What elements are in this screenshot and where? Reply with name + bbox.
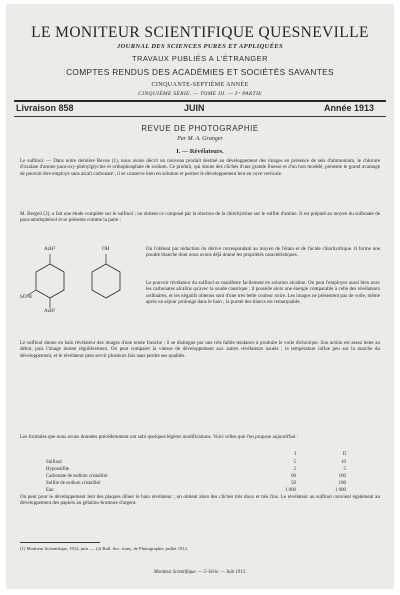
formula-label-left: SO³H bbox=[20, 294, 32, 300]
benzene-ring-diagram bbox=[20, 246, 140, 326]
formula-table bbox=[46, 452, 346, 494]
paragraph-1: Le sulfinol. — Dans notre dernière Revue (1), nous avons décrit un nouveau produit destiné au développement des images en présence de sels d'ammonium, le chlorure d'oxalate d'amine para-oxy-phénylglycine et orthophosphate de sodium. Ce produit, qui donne des clichés d'une grande finesse et d'un bon modelé, présente le grand avantage de pouvoir être employé sans alcali carbonaté ; il se conserve bien en solution et permet le développement lent en cuve verticale. bbox=[20, 158, 380, 177]
table-row: Sulfinol 5 10 bbox=[46, 460, 346, 465]
formula-label-top: AzH² bbox=[44, 246, 56, 252]
table-row: Carbonate de sodium cristallisé 60 100 bbox=[46, 474, 346, 479]
paragraph-2: M. Bergeil (2), a fait une étude complète sur le sulfinol ; on obtient ce composé par la réaction de la chlorhydrine sur le sulfite d'amine. Il est préparé au moyen du sulfonate de para-amidophénol et se présente comme la paire : bbox=[20, 211, 380, 224]
section-title: REVUE DE PHOTOGRAPHIE bbox=[141, 124, 259, 133]
journal-line-reports: COMPTES RENDUS DES ACADÉMIES ET SOCIÉTÉS SAVANTES bbox=[66, 67, 334, 77]
paragraph-6: Les formules que nous avons données précédemment ont subi quelques légères modifications. Voici celles que l'on propose aujourd'hui : bbox=[20, 434, 299, 440]
issue-month: JUIN bbox=[184, 103, 205, 113]
article-heading: I. — Révélateurs. bbox=[176, 148, 224, 155]
header-rule-bottom bbox=[14, 116, 386, 117]
journal-line-series: CINQUIÈME SÉRIE. — TOME III. — Iʳᵉ PARTIE bbox=[138, 91, 262, 97]
table-row: Hyposulfite 2 5 bbox=[46, 467, 346, 472]
formula-label-bottom: AzH² bbox=[44, 308, 56, 314]
journal-title: LE MONITEUR SCIENTIFIQUE QUESNEVILLE bbox=[31, 24, 369, 41]
table-row: Eau 1 000 1 000 bbox=[46, 488, 346, 493]
issue-number: Livraison 858 bbox=[16, 103, 74, 113]
footnote: (1) Moniteur Scientifique, 1912, juin. — (2) Bull. Soc. franç. de Photographie, juillet 1912. bbox=[20, 546, 189, 551]
formula-label-oh: OH bbox=[102, 246, 110, 252]
journal-line-foreign-works: TRAVAUX PUBLIÉS A L'ÉTRANGER bbox=[132, 54, 268, 63]
paragraph-7: On peut pour le développement lent des plaques diluer le bain révélateur ; on obtient alors des clichés très doux et très fins. Le révélateur au sulfinol convient également au développement des papiers au gélatino-bromure d'argent. bbox=[20, 494, 380, 507]
footnote-rule bbox=[20, 542, 100, 543]
journal-subtitle: JOURNAL DES SCIENCES PURES ET APPLIQUÉES bbox=[117, 43, 283, 50]
paragraph-3: On l'obtient par réduction du dérivé correspondant au moyen de l'étain et de l'acide chlorhydrique. Il forme une poudre blanche dont nous avons déjà donné les propriétés caractéristiques. bbox=[146, 246, 380, 259]
paragraph-5: Le sulfinol donne en bain révélateur des images d'une teinte franche ; il se distingue par une très faible tendance à produire le voile dichroïque. Son action est assez lente au début, puis l'image monte régulièrement. On peut comparer la vitesse de développement aux autres révélateurs usuels ; la température influe peu sur la marche du développement, et le révélateur peut servir plusieurs fois sans perdre ses qualités. bbox=[20, 340, 380, 359]
header-rule-top bbox=[14, 100, 386, 102]
document-page bbox=[6, 4, 394, 589]
table-header: I II bbox=[294, 452, 346, 457]
issue-year: Année 1913 bbox=[324, 103, 375, 113]
table-row: Sulfite de sodium cristallisé 50 100 bbox=[46, 481, 346, 486]
chemical-formula bbox=[20, 246, 140, 326]
paragraph-4: Le pouvoir révélateur du sulfinol se manifeste facilement en solution alcaline. On peut l'employer aussi bien avec les carbonates alcalins qu'avec la soude caustique ; il possède alors une énergie comparable à celle des révélateurs ordinaires, et les négatifs obtenus sont d'une très belle couleur noire. Les images ne présentent pas de voile, même après un séjour prolongé dans le bain ; la pureté des blancs est remarquable. bbox=[146, 280, 380, 305]
article-author: Par M. A. Granger bbox=[177, 136, 223, 142]
journal-line-year: CINQUANTE-SEPTIÈME ANNÉE bbox=[151, 81, 249, 88]
page-footer: Moniteur Scientifique. — 5ᵉ Série. — Juin 1913. bbox=[153, 570, 247, 575]
